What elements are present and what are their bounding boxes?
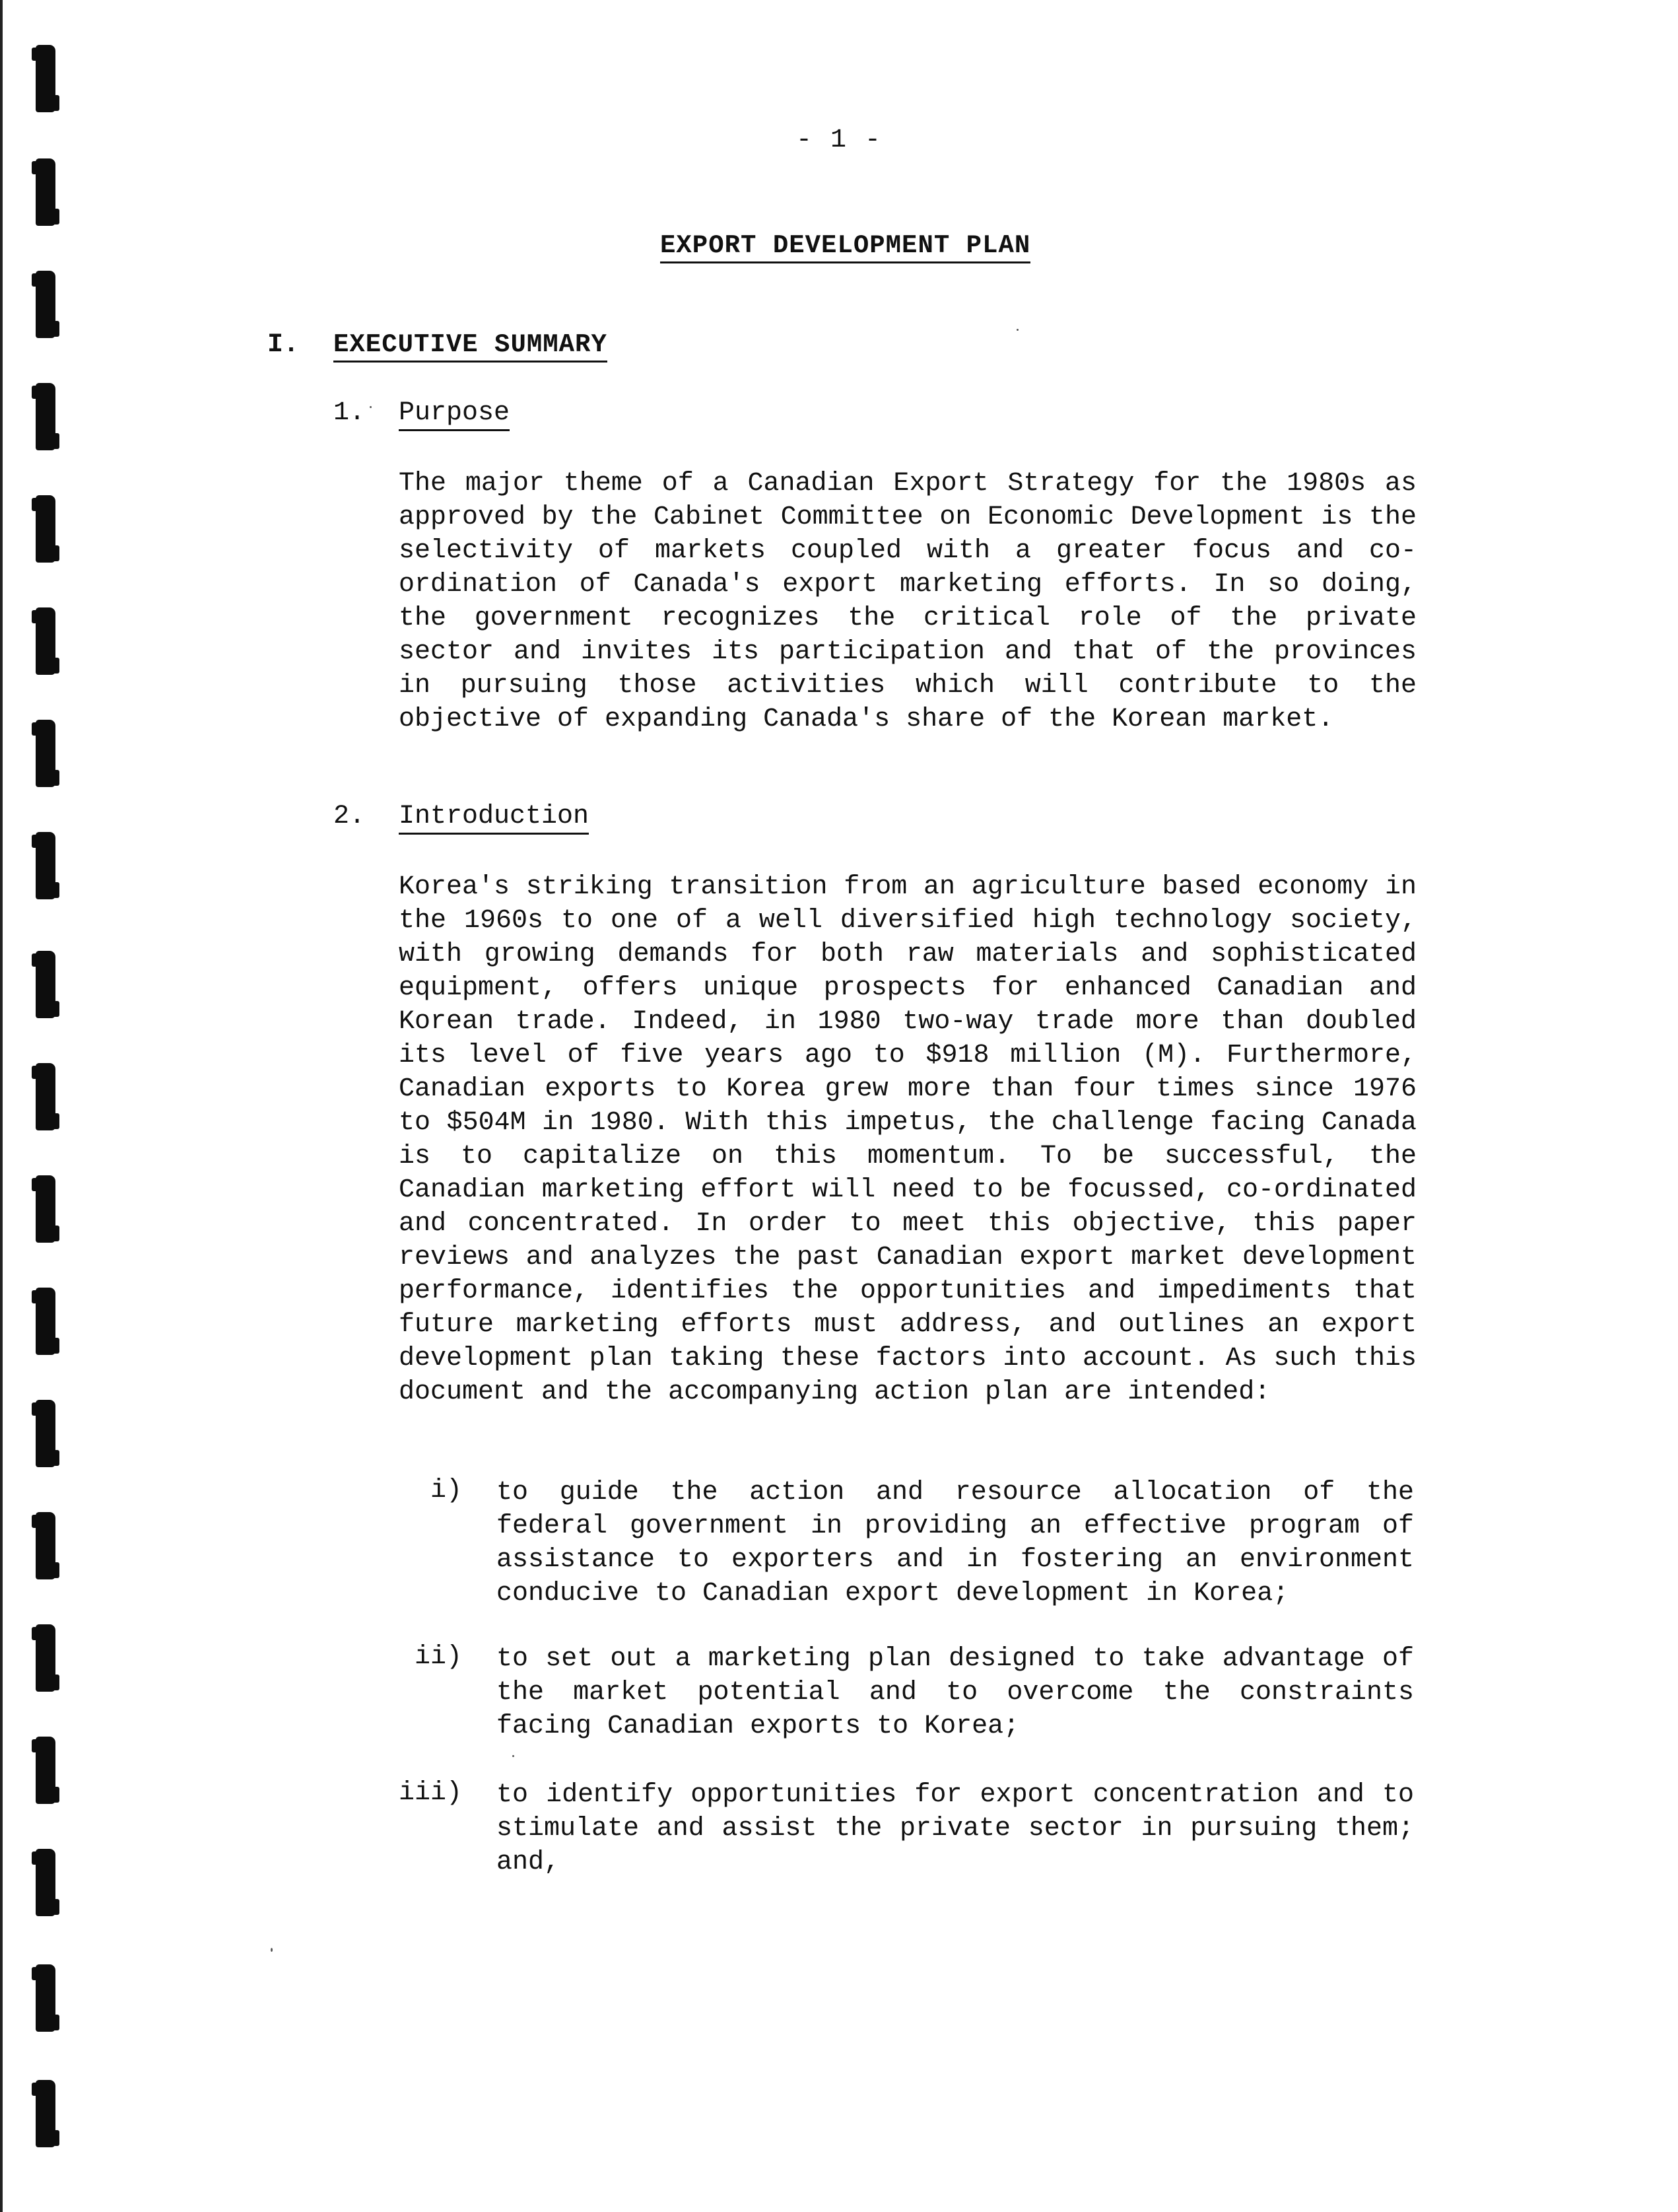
list-item-text: to identify opportunities for export concentration and to stimulate and assist the private sector in pursuing them; and, [496,1780,1414,1877]
binding-hole-mark [36,271,55,338]
page-number: - 1 - [795,125,883,155]
binding-hole-mark [36,1624,55,1692]
scan-speck [370,406,372,408]
section-number: I. [267,330,300,360]
binding-hole-mark [36,1400,55,1467]
purpose-heading: Purpose [399,398,510,431]
introduction-paragraph: Korea's striking transition from an agriculture based economy in the 1960s to one of a well diversified high technology society, with growing demands for both raw materials and sophisticated equipment, offers unique prospects for enhanced Canadian and Korean trade. Indeed, in 1980 two-way trade more than doubled its level of five years ago to $918 million (M). Furthermore, Canadian exports to Korea grew more than four times since 1976 to $504M in 1980. With this impetus, the challenge facing Canada is to capitalize on this momentum. To be successful, the Canadian marketing effort will need to be focussed, co-ordinated and concentrated. In order to meet this objective, this paper reviews and analyzes the past Canadian export market development performance, identifies the opportunities and impediments that future marketing efforts must address, and outlines an export development plan taking these factors into account. As such this document and the accompanying action plan are intended: [399,872,1417,1407]
introduction-number: 2. [333,802,366,831]
binding-hole-mark [36,720,55,787]
binding-hole-mark [36,1512,55,1579]
purpose-paragraph: The major theme of a Canadian Export Strategy for the 1980s as approved by the Cabinet Committee on Economic Development is the selectivity of markets coupled with a greater focus and co-ordination of Canada's export marketing efforts. In so doing, the government recognizes the critical role of the private sector and invites its participation and that of the provinces in pursuing those activities which will contribute to the objective of expanding Canada's share of the Korean market. [399,469,1417,734]
binding-hole-mark [36,951,55,1018]
binding-hole-mark [36,2080,55,2147]
binding-hole-mark [36,1175,55,1243]
binding-hole-mark [36,383,55,450]
binding-hole-mark [36,1288,55,1355]
document-title: EXPORT DEVELOPMENT PLAN [660,231,1030,263]
purpose-number: 1. [333,398,366,428]
list-item-label: i) [430,1476,462,1505]
binding-hole-mark [36,1063,55,1130]
scan-speck [271,1948,273,1952]
scan-speck [1017,329,1019,331]
list-item-text: to guide the action and resource allocation of the federal government in providing an effective program of assistance to exporters and in fostering an environment conducive to Canadian export development in Korea; [496,1478,1414,1608]
list-item-text: to set out a marketing plan designed to take advantage of the market potential and to overcome the constraints facing Canadian exports to Korea; [496,1644,1414,1741]
introduction-heading: Introduction [399,802,589,835]
binding-hole-mark [36,832,55,899]
list-item-label: ii) [414,1642,462,1672]
binding-hole-mark [36,45,55,112]
scan-speck [512,1755,514,1757]
binding-hole-mark [36,1964,55,2032]
binding-hole-mark [36,158,55,226]
page-edge-line [0,0,3,2212]
binding-hole-mark [36,495,55,563]
section-title: EXECUTIVE SUMMARY [333,330,607,363]
binding-hole-mark [36,1737,55,1804]
binding-hole-mark [36,607,55,675]
list-item-label: iii) [398,1778,462,1808]
binding-hole-mark [36,1849,55,1916]
